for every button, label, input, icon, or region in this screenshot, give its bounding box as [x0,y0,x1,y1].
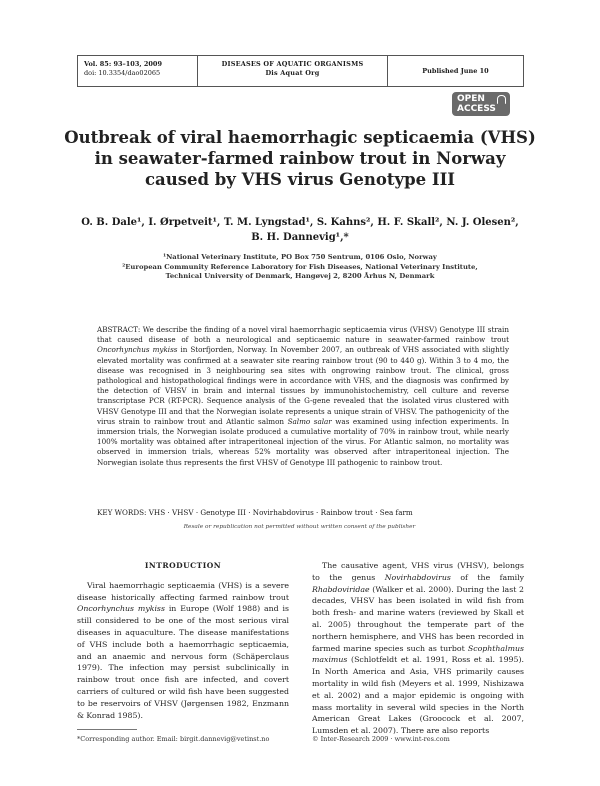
title-line-2: in seawater-farmed rainbow trout in Norway [94,149,506,168]
intro-heading: INTRODUCTION [144,561,222,570]
journal-abbrev: Dis Aquat Org [265,69,320,77]
right-paragraph [312,560,524,737]
affiliation-2-cont: Technical University of Denmark, Hangøvej 2, 8200 Århus N, Denmark [165,272,435,280]
footnote-rule [77,729,137,730]
abstract-text-3: was examined using infection experiments. In immersion trials, the Norwegian isolate produced a cumulative mortality of 70% in rainbow trout, while nearly 100% mortality was obtained after intraperitoneal injection of the virus. For Atlantic salmon, no mortality was observed in immersion trials, whereas 52% mortality was observed after intraperitoneal injection. The Norwegian isolate thus represents the first VHSV of Genotype III pathogenic to rainbow trout. [97,416,509,467]
title-line-1: Outbreak of viral haemorrhagic septicaemia (VHS) [64,128,536,147]
left-column [77,560,289,721]
resale-notice-text: Resale or republication not permitted without written consent of the publisher [180,524,420,530]
author-list [60,215,540,245]
affiliation-1: ¹National Veterinary Institute, PO Box 750 Sentrum, 0106 Oslo, Norway [163,253,437,261]
right-text-3: (Walker et al. 2000). During the last 2 decades, VHSV has been isolated in wild fish from both fresh- and marine waters (reviewed by Skall et al. 2005) throughout the temperate part of the northern hemisphere, and VHS has been recorded in farmed marine species such as turbot [312,584,524,653]
abstract-text-1: ABSTRACT: We describe the finding of a novel viral haemorrhagic septicaemia virus (VHSV) Genotype III strain that caused disease of both a neurological and septicaemic nature in seawater-farmed rainbow trout [97,325,509,345]
intro-text-1: Viral haemorrhagic septicaemia (VHS) is a severe disease historically affecting farmed rainbow trout [77,580,289,602]
open-access-badge [452,92,510,116]
right-text-4: (Schlotfeldt et al. 1991, Ross et al. 1995). In North America and Asia, VHS primarily causes mortality in wild fish (Meyers et al. 1999, Nishizawa et al. 2002) and a major epidemic is ongoing with mass mortality in several wild species in the North American Great Lakes (Groocock et al. 2007, Lumsden et al. 2007). There are also reports [312,655,524,736]
volume-text: Vol. 85: 93–103, 2009 [84,60,162,68]
abstract-species-1: Oncorhynchus mykiss [97,345,178,355]
journal-name: DISEASES OF AQUATIC ORGANISMS [221,60,364,68]
corresponding-author-footnote: *Corresponding author. Email: birgit.dannevig@vetinst.no [77,735,270,743]
published-date: Published June 10 [422,66,489,75]
doi-text: doi: 10.3354/dao02065 [84,69,161,77]
title-line-3: caused by VHS virus Genotype III [144,170,456,189]
affiliations [80,253,520,282]
abstract-text-2: in Storfjorden, Norway. In November 2007, an outbreak of VHS associated with slightly elevated mortality was confirmed at a seawater site rearing rainbow trout (90 to 440 g). Within 3 to 4 mo, the disease was recognised in 3 neighbouring sea sites with ongrowing rainbow trout. The clinical, gross pathological and histopathological findings were in accordance with VHS, and the diagnosis was confirmed by the detection of VHSV in brain and internal tissues by immunohistochemistry, cell culture and reverse transcriptase PCR (RT-PCR). Sequence analysis of the G-gene revealed that the isolated virus clustered with VHSV Genotype III and that the Norwegian isolate represents a unique strain of VHSV. The pathogenicity of the virus strain to rainbow trout and Atlantic salmon [97,345,510,426]
authors-line-1: O. B. Dale¹, I. Ørpetveit¹, T. M. Lyngstad¹, S. Kahns², H. F. Skall², N. J. Olesen², [81,217,519,228]
resale-notice [77,524,522,530]
journal-header [77,55,524,87]
abstract-species-2: Salmo salar [287,416,332,426]
paper-title [50,127,550,190]
genus-name: Novirhabdovirus [384,572,451,582]
keywords: KEY WORDS: VHS · VHSV · Genotype III · Novirhabdovirus · Rainbow trout · Sea farm [97,508,413,517]
volume-info [78,56,198,86]
family-name: Rhabdoviridae [312,584,370,594]
right-text-1: The causative agent, VHS virus (VHSV), belongs to the genus [312,561,524,582]
intro-species: Oncorhynchus mykiss [77,604,165,614]
lock-icon [497,95,506,104]
right-text-2: of the family [450,572,524,582]
turbot-species: Scophthalmus maximus [312,643,524,665]
intro-text-2: in Europe (Wolf 1988) and is still considered to be one of the most serious viral diseases in aquaculture. The disease manifestations of VHS include both a haemorrhagic septicaemia, and an anaemic and nervous form (Schäperclaus 1979). The infection may persist subclinically in rainbow trout once fish are infected, and covert carriers of cultured or wild fish have been suggested to be reservoirs of VHSV (Jørgensen 1982, Enzmann & Konrad 1985). [77,604,290,720]
open-access-line2: ACCESS [457,104,496,114]
open-access-line1: OPEN [457,94,485,104]
copyright-notice: © Inter-Research 2009 · www.int-res.com [312,735,450,743]
authors-line-2: B. H. Dannevig¹,* [251,232,349,243]
affiliation-2: ²European Community Reference Laboratory for Fish Diseases, National Veterinary Institute, [122,262,478,271]
journal-name-cell [198,56,388,86]
right-column [312,560,524,737]
intro-paragraph [77,580,289,722]
abstract [97,325,509,468]
